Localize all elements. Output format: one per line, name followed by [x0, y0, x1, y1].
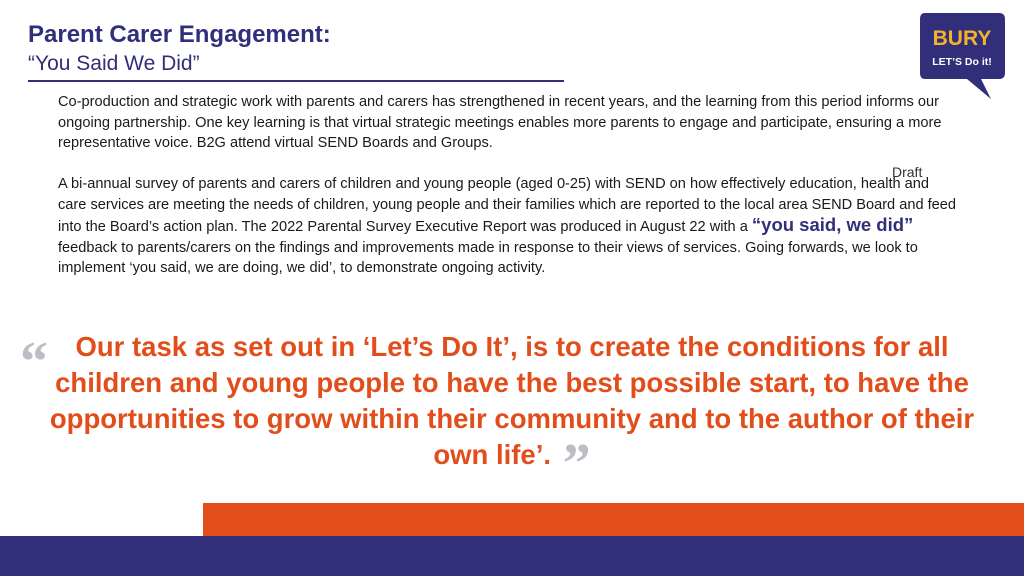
- title-underline: [28, 80, 564, 82]
- paragraph-survey: [58, 174, 958, 279]
- draft-watermark: Draft: [892, 164, 923, 180]
- bury-logo: [919, 11, 1009, 101]
- slide-subtitle: “You Said We Did”: [28, 52, 200, 75]
- paragraph-survey-text-start: A bi-annual survey of parents and carers of children and young people (aged 0-25) with SEND on how effectively education, health and care services are meeting the needs of children, young people and their families which are reported to the local area SEND Board and feed into the Board’s action plan. The 2022 Parental Survey Executive Report was produced in August 22 with a: [58, 176, 957, 235]
- pull-quote-text: Our task as set out in ‘Let’s Do It’, is to create the conditions for all children and young people to have the best possible start, to have the opportunities to grow within their community and to the author of their own life’.: [49, 331, 975, 470]
- close-quote-icon: ”: [562, 433, 591, 495]
- logo-text-bury: BURY: [932, 27, 992, 50]
- you-said-we-did-highlight: “you said, we did”: [751, 214, 914, 235]
- paragraph-coproduction: Co-production and strategic work with parents and carers has strengthened in recent years, and the learning from this period informs our ongoing partnership. One key learning is that virtual strategic meetings enables more parents to engage and participate, ensuring a more representative voice. B2G attend virtual SEND Boards and Groups.: [58, 94, 942, 151]
- pull-quote: “ Our task as set out in ‘Let’s Do It’, is to create the conditions for all children and young people to have the best possible start, to have the opportunities to grow within their community and to the author of their own life’. ”: [20, 331, 975, 495]
- paragraph-survey-text-end: feedback to parents/carers on the findings and improvements made in response to their views of services. Going forwards, we look to implement ‘you said, we are doing, we did’, to demonstrate ongoing activity.: [58, 239, 918, 276]
- footer-navy-band: [0, 536, 1024, 576]
- slide-title: Parent Carer Engagement:: [28, 21, 331, 48]
- logo-text-slogan: LET’S Do it!: [932, 56, 992, 68]
